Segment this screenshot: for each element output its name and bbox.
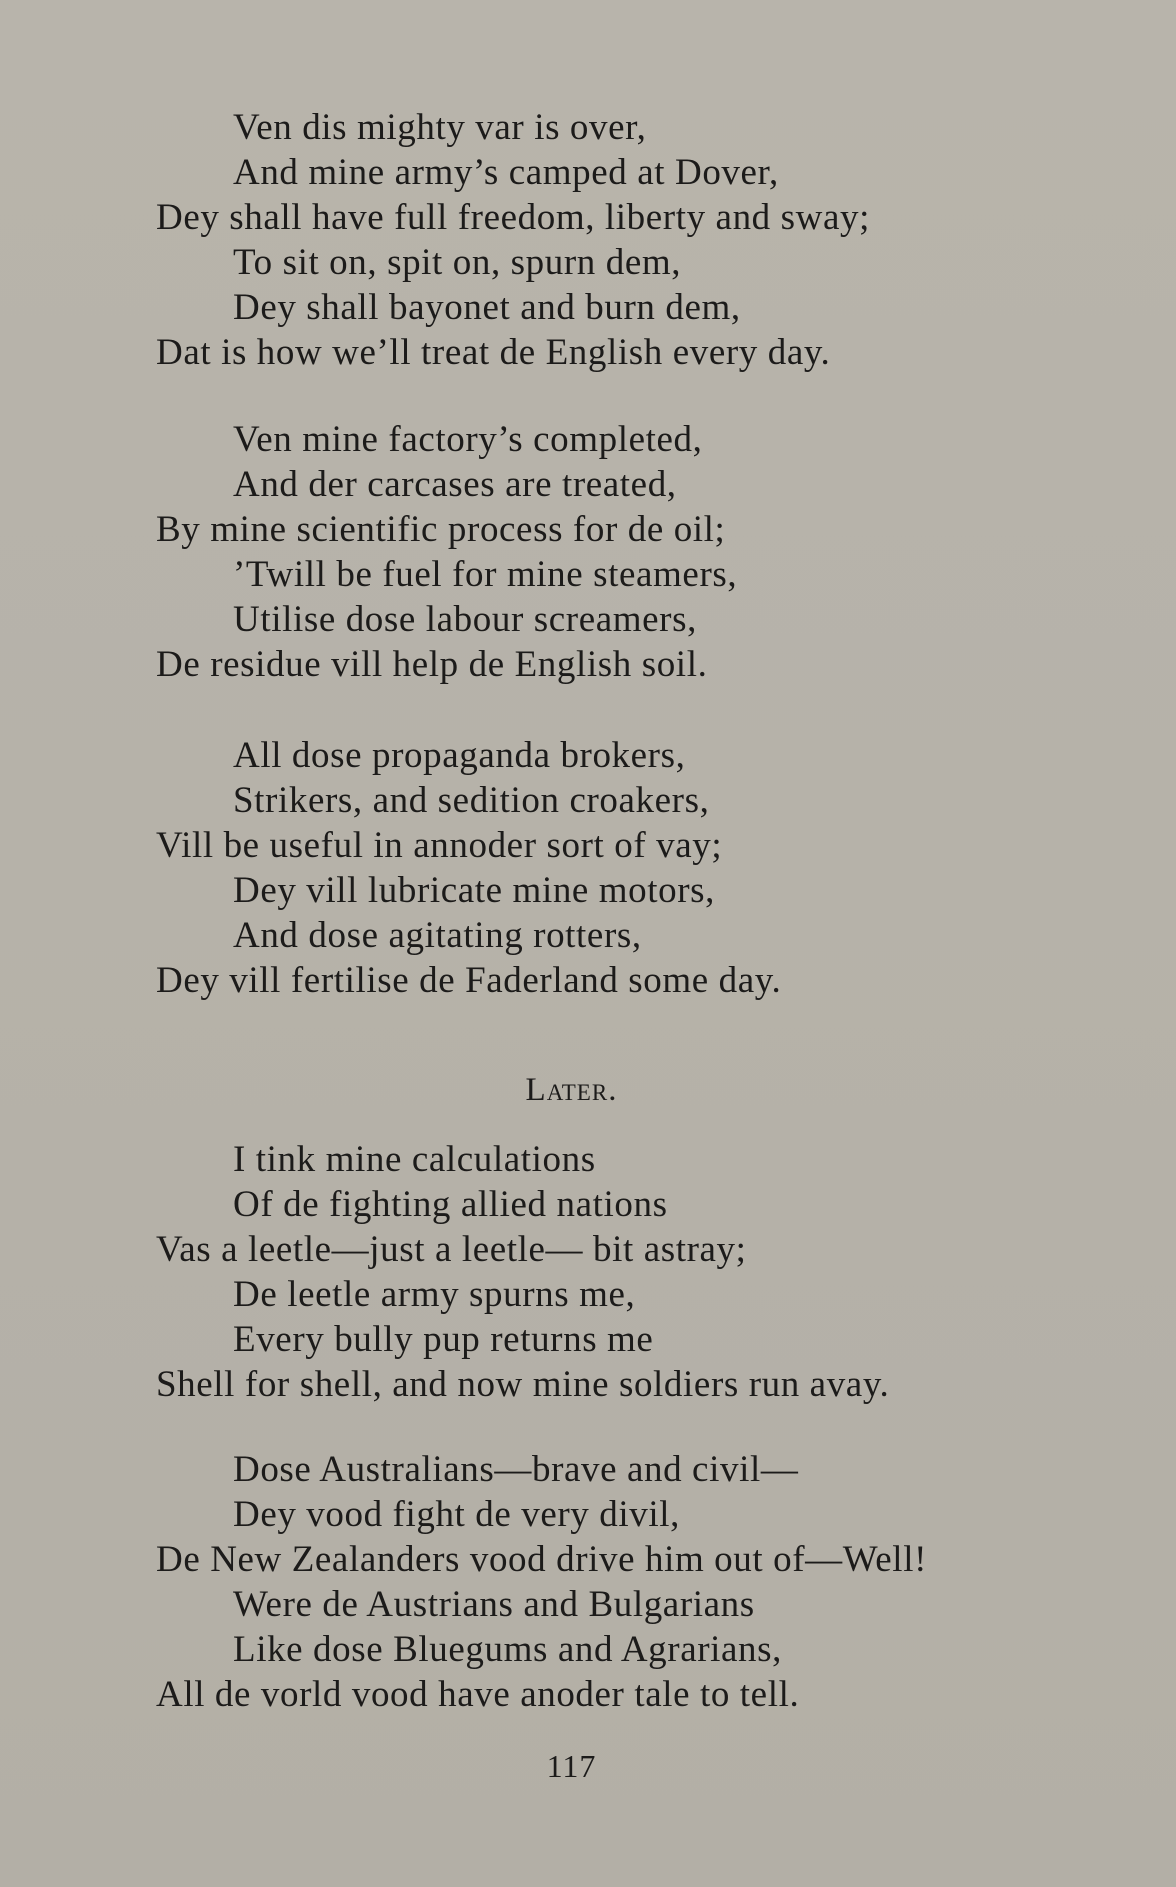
verse-line: And der carcases are treated, — [233, 464, 677, 505]
verse-line: To sit on, spit on, spurn dem, — [233, 242, 682, 283]
verse-line: De New Zealanders vood drive him out of—Well! — [156, 1539, 927, 1580]
verse-line: Shell for shell, and now mine soldiers run avay. — [156, 1364, 890, 1405]
verse-line: Dey shall bayonet and burn dem, — [233, 287, 741, 328]
stanza-3 — [0, 733, 1176, 1003]
verse-line: De residue vill help de English soil. — [156, 644, 708, 685]
verse-line: De leetle army spurns me, — [233, 1274, 636, 1315]
verse-line: All de vorld vood have anoder tale to tell. — [156, 1674, 800, 1715]
verse-line: Ven mine factory’s completed, — [233, 419, 703, 460]
verse-line: Dey vood fight de very divil, — [233, 1494, 680, 1535]
verse-line: All dose propaganda brokers, — [233, 735, 686, 776]
stanza-2 — [0, 417, 1176, 687]
verse-line: Every bully pup returns me — [233, 1319, 654, 1360]
verse-line: By mine scientific process for de oil; — [156, 509, 726, 550]
verse-line: Dey vill lubricate mine motors, — [233, 870, 716, 911]
stanza-4 — [0, 1137, 1176, 1407]
stanza-5 — [0, 1447, 1176, 1717]
section-heading: Later. — [525, 1072, 618, 1108]
verse-line: And dose agitating rotters, — [233, 915, 642, 956]
page-number: 117 — [546, 1748, 597, 1784]
verse-line: Vill be useful in annoder sort of vay; — [156, 825, 723, 866]
verse-line: Utilise dose labour screamers, — [233, 599, 697, 640]
verse-line: Ven dis mighty var is over, — [233, 107, 647, 148]
verse-line: Vas a leetle—just a leetle— bit astray; — [156, 1229, 747, 1270]
verse-line: Of de fighting allied nations — [233, 1184, 668, 1225]
verse-line: I tink mine calculations — [233, 1139, 596, 1180]
verse-line: Dat is how we’ll treat de English every day. — [156, 332, 831, 373]
verse-line: Dose Australians—brave and civil— — [233, 1449, 799, 1490]
verse-line: Strikers, and sedition croakers, — [233, 780, 710, 821]
verse-line: Dey vill fertilise de Faderland some day. — [156, 960, 782, 1001]
verse-line: Like dose Bluegums and Agrarians, — [233, 1629, 783, 1670]
verse-line: ’Twill be fuel for mine steamers, — [233, 554, 738, 595]
verse-line: Dey shall have full freedom, liberty and sway; — [156, 197, 870, 238]
verse-line: And mine army’s camped at Dover, — [233, 152, 779, 193]
stanza-1 — [0, 105, 1176, 375]
verse-line: Were de Austrians and Bulgarians — [233, 1584, 755, 1625]
